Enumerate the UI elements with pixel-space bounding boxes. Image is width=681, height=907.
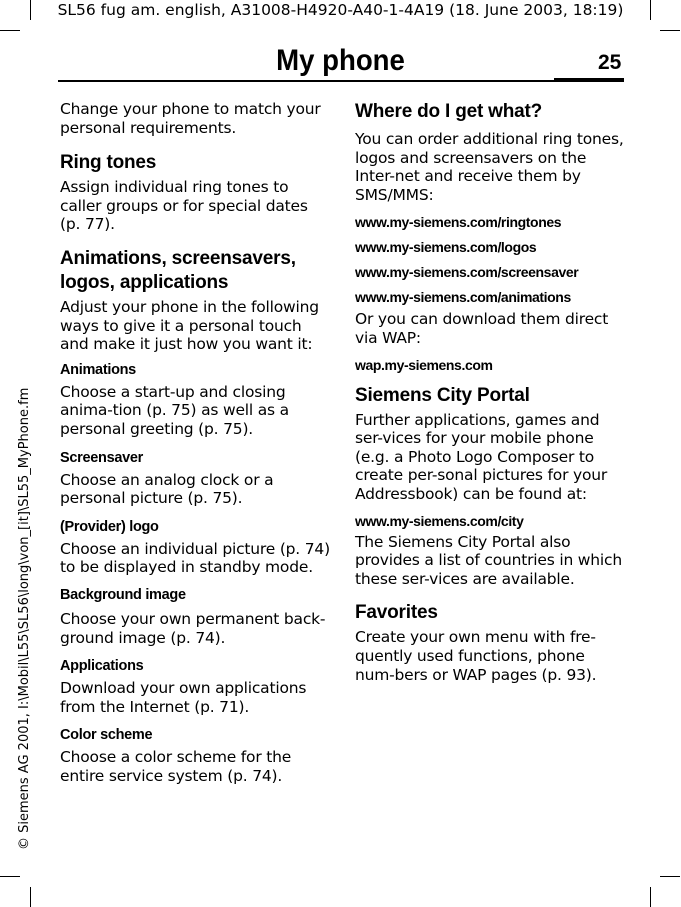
page-number-rule bbox=[554, 78, 624, 81]
running-head: SL56 fug am. english, A31008-H4920-A40-1-4A19 (18. June 2003, 18:19) bbox=[57, 1, 624, 19]
wap-text: Or you can download them direct via WAP: bbox=[355, 310, 609, 347]
url-link[interactable]: www.my-siemens.com/logos bbox=[355, 239, 537, 256]
item-title: Animations bbox=[60, 361, 136, 378]
favorites-text: Create your own menu with fre-quently used functions, phone num-bers or WAP pages (p. 93). bbox=[355, 628, 597, 684]
item-text: Download your own applications from the Internet (p. 71). bbox=[60, 679, 307, 716]
item-title: (Provider) logo bbox=[60, 518, 159, 535]
url-link[interactable]: www.my-siemens.com/animations bbox=[355, 289, 571, 306]
where-heading: Where do I get what? bbox=[355, 101, 543, 122]
crop-mark bbox=[660, 876, 680, 877]
item-title: Color scheme bbox=[60, 727, 153, 744]
copyright-side-note: © Siemens AG 2001, I:\Mobil\L55\SL56\long\von_[it]\SL55_MyPhone.fm bbox=[17, 387, 32, 850]
city-portal-heading: Siemens City Portal bbox=[355, 384, 530, 406]
city-url-link[interactable]: www.my-siemens.com/city bbox=[355, 512, 524, 529]
ring-tones-heading: Ring tones bbox=[60, 152, 157, 174]
item-title: Background image bbox=[60, 586, 186, 603]
left-column bbox=[60, 100, 330, 785]
crop-mark bbox=[660, 30, 680, 31]
crop-mark bbox=[0, 876, 20, 877]
favorites-heading: Favorites bbox=[355, 602, 438, 624]
item-text: Choose your own permanent back-ground image (p. 74). bbox=[60, 609, 326, 647]
animations-heading-line1: Animations, screensavers, bbox=[60, 247, 296, 269]
item-text: Choose an analog clock or a personal picture (p. 75). bbox=[60, 470, 274, 508]
wap-url-link[interactable]: wap.my-siemens.com bbox=[355, 356, 493, 373]
where-text: You can order additional ring tones, logos and screensavers on the Inter-net and receive them by SMS/MMS: bbox=[355, 130, 624, 204]
page-number: 25 bbox=[598, 51, 622, 74]
item-text: Choose a color scheme for the entire service system (p. 74). bbox=[60, 748, 292, 785]
crop-mark bbox=[30, 887, 31, 907]
item-title: Applications bbox=[60, 658, 144, 675]
animations-heading-line2: logos, applications bbox=[60, 271, 229, 293]
title-rule bbox=[58, 80, 624, 82]
url-link[interactable]: www.my-siemens.com/screensaver bbox=[355, 264, 579, 281]
animations-text: Adjust your phone in the following ways to give it a personal touch and make it just how you want it: bbox=[60, 297, 319, 354]
url-link[interactable]: www.my-siemens.com/ringtones bbox=[355, 214, 562, 231]
crop-mark bbox=[650, 887, 651, 907]
crop-mark bbox=[0, 30, 20, 31]
ring-tones-text: Assign individual ring tones to caller groups or for special dates (p. 77). bbox=[60, 178, 308, 234]
page-title: My phone bbox=[276, 44, 405, 77]
item-title: Screensaver bbox=[60, 449, 143, 466]
city-portal-text2: The Siemens City Portal also provides a list of countries in which these ser-vices are available. bbox=[355, 532, 622, 588]
animations-heading bbox=[60, 247, 330, 295]
item-text: Choose an individual picture (p. 74) to be displayed in standby mode. bbox=[60, 539, 330, 577]
city-portal-text: Further applications, games and ser-vices for your mobile phone (e.g. a Photo Logo Composer to create per-sonal pictures for your Addressbook) can be found at: bbox=[355, 410, 608, 503]
right-column bbox=[355, 100, 627, 684]
item-text: Choose a start-up and closing anima-tion (p. 75) as well as a personal greeting (p. 75). bbox=[60, 382, 289, 438]
intro-text: Change your phone to match your personal requirements. bbox=[60, 100, 321, 137]
